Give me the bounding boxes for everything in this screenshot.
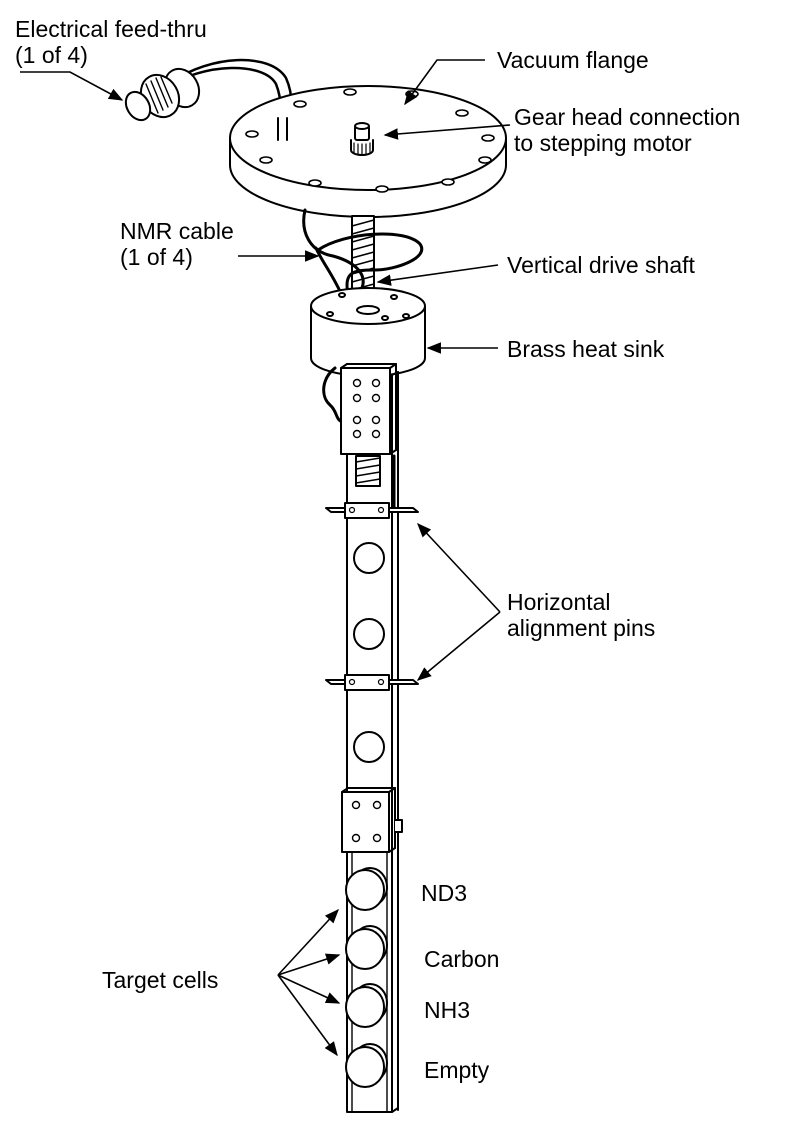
label-gear-head: Gear head connection to stepping motor [514,104,741,156]
upper-clamp-block [341,364,396,454]
label-vertical-drive-shaft: Vertical drive shaft [507,252,695,278]
label-target-cells: Target cells [102,967,219,993]
label-brass-heat-sink: Brass heat sink [507,336,665,362]
arrow-feedthru [20,72,122,100]
label-cell-nh3: NH3 [424,997,471,1023]
brass-heat-sink [311,288,425,376]
alignment-pin-upper [326,503,418,518]
alignment-pin-lower [326,675,418,690]
arrow-cell-4 [278,975,337,1055]
label-cell-nd3: ND3 [421,880,468,906]
arrow-pin-lower [418,612,500,680]
label-vacuum-flange: Vacuum flange [497,47,649,73]
arrow-cell-3 [278,975,339,1003]
label-cell-carbon: Carbon [424,946,500,972]
label-feedthru: Electrical feed-thru (1 of 4) [15,16,207,68]
label-nmr-cable: NMR cable (1 of 4) [120,218,234,270]
gear-head-knob [351,123,373,155]
label-cell-empty: Empty [424,1057,490,1083]
label-alignment-pins: Horizontal alignment pins [507,589,656,641]
arrow-pin-upper [418,524,500,612]
